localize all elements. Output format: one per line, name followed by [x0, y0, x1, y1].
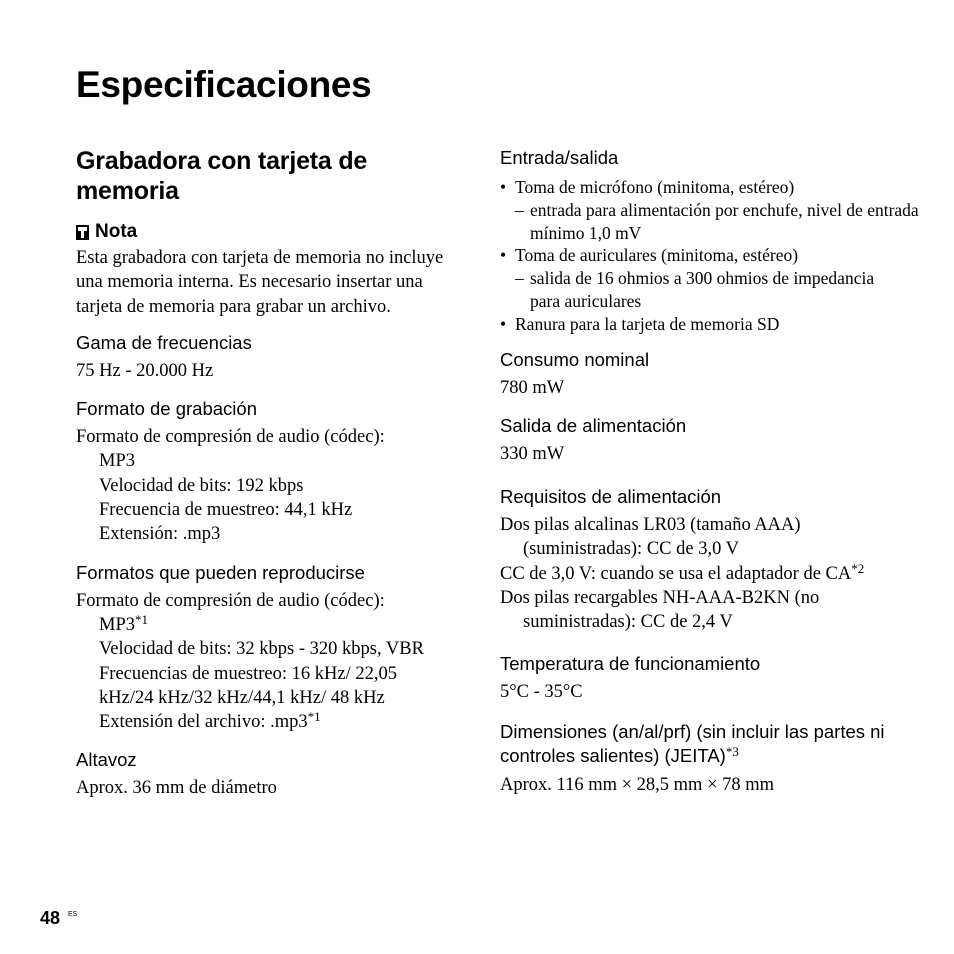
temp-value: 5°C - 35°C [500, 681, 583, 702]
footnote-ref: *2 [851, 560, 865, 576]
footnote-ref: *1 [135, 611, 148, 627]
io-mic: Toma de micrófono (minitoma, estéreo) [515, 177, 795, 197]
list-item: • Toma de auriculares (minitoma, estéreo) [500, 245, 799, 266]
play-heading: Formatos que pueden reproducirse [76, 561, 365, 583]
output-value: 330 mW [500, 443, 565, 464]
io-headphones: Toma de auriculares (minitoma, estéreo) [515, 245, 799, 266]
page-language-code: ES [68, 911, 78, 918]
list-sub-item: – entrada para alimentación por enchufe, nivel de entrada mínimo 1,0 mV [515, 199, 919, 243]
play-extension [76, 710, 471, 734]
power-line-3: Dos pilas recargables NH-AAA-B2KN (no suministradas): CC de 2,4 V [500, 588, 820, 633]
section-title: Grabadora con tarjeta de memoria [76, 147, 368, 205]
play-codec-label: MP3 [99, 614, 135, 635]
dim-heading [500, 720, 920, 768]
left-column [76, 146, 471, 801]
play-codec [76, 613, 471, 637]
play-sampling: Frecuencias de muestreo: 16 kHz/ 22,05 kHz/24 kHz/32 kHz/44,1 kHz/ 48 kHz [99, 663, 397, 708]
footnote-ref: *3 [725, 743, 739, 759]
power-line-2 [500, 562, 920, 586]
note-icon [76, 225, 89, 240]
output-heading: Salida de alimentación [500, 414, 687, 436]
speaker-heading: Altavoz [76, 749, 137, 771]
io-mic-sub: entrada para alimentación por enchufe, nivel de entrada mínimo 1,0 mV [530, 199, 919, 243]
page-number: 48 [40, 908, 61, 928]
dim-heading-text: Dimensiones (an/al/prf) (sin incluir las partes ni controles salientes) (JEITA) [500, 720, 885, 766]
rec-extension: Extensión: .mp3 [99, 524, 221, 545]
note-label: Nota [95, 221, 138, 242]
list-item: • Toma de micrófono (minitoma, estéreo) [500, 177, 795, 197]
temp-heading: Temperatura de funcionamiento [500, 652, 761, 674]
dim-value: Aprox. 116 mm × 28,5 mm × 78 mm [500, 774, 775, 795]
right-column [500, 146, 920, 797]
rec-codec: MP3 [99, 451, 135, 472]
page-title: Especificaciones [76, 64, 372, 105]
rec-sampling: Frecuencia de muestreo: 44,1 kHz [99, 500, 353, 521]
note-text: Esta grabadora con tarjeta de memoria no incluye una memoria interna. Es necesario insertar una tarjeta de memoria para grabar un archivo. [76, 248, 444, 317]
power-line-1: Dos pilas alcalinas LR03 (tamaño AAA) (suministradas): CC de 3,0 V [500, 515, 801, 560]
rec-bitrate: Velocidad de bits: 192 kbps [99, 475, 304, 496]
speaker-value: Aprox. 36 mm de diámetro [76, 778, 277, 799]
io-list [500, 176, 920, 336]
power-line-2-text: CC de 3,0 V: cuando se usa el adaptador de CA [500, 563, 852, 584]
rec-heading: Formato de grabación [76, 398, 257, 420]
play-bitrate: Velocidad de bits: 32 kbps - 320 kbps, VBR [99, 639, 424, 660]
freq-heading: Gama de frecuencias [76, 331, 252, 353]
play-extension-label: Extensión del archivo: .mp3 [99, 712, 308, 733]
io-heading: Entrada/salida [500, 147, 619, 168]
note-heading [76, 220, 471, 244]
rec-intro: Formato de compresión de audio (códec): [76, 427, 385, 448]
consumption-value: 780 mW [500, 377, 565, 398]
list-sub-item: – salida de 16 ohmios a 300 ohmios de impedancia para auriculares [500, 267, 920, 313]
play-intro: Formato de compresión de audio (códec): [76, 590, 385, 611]
io-headphones-sub: salida de 16 ohmios a 300 ohmios de impedancia para auriculares [530, 268, 875, 311]
freq-value: 75 Hz - 20.000 Hz [76, 360, 214, 381]
power-heading: Requisitos de alimentación [500, 486, 722, 508]
consumption-heading: Consumo nominal [500, 348, 650, 370]
io-slot: Ranura para la tarjeta de memoria SD [515, 313, 780, 334]
list-item: • Ranura para la tarjeta de memoria SD [500, 313, 780, 334]
footnote-ref: *1 [307, 709, 321, 725]
